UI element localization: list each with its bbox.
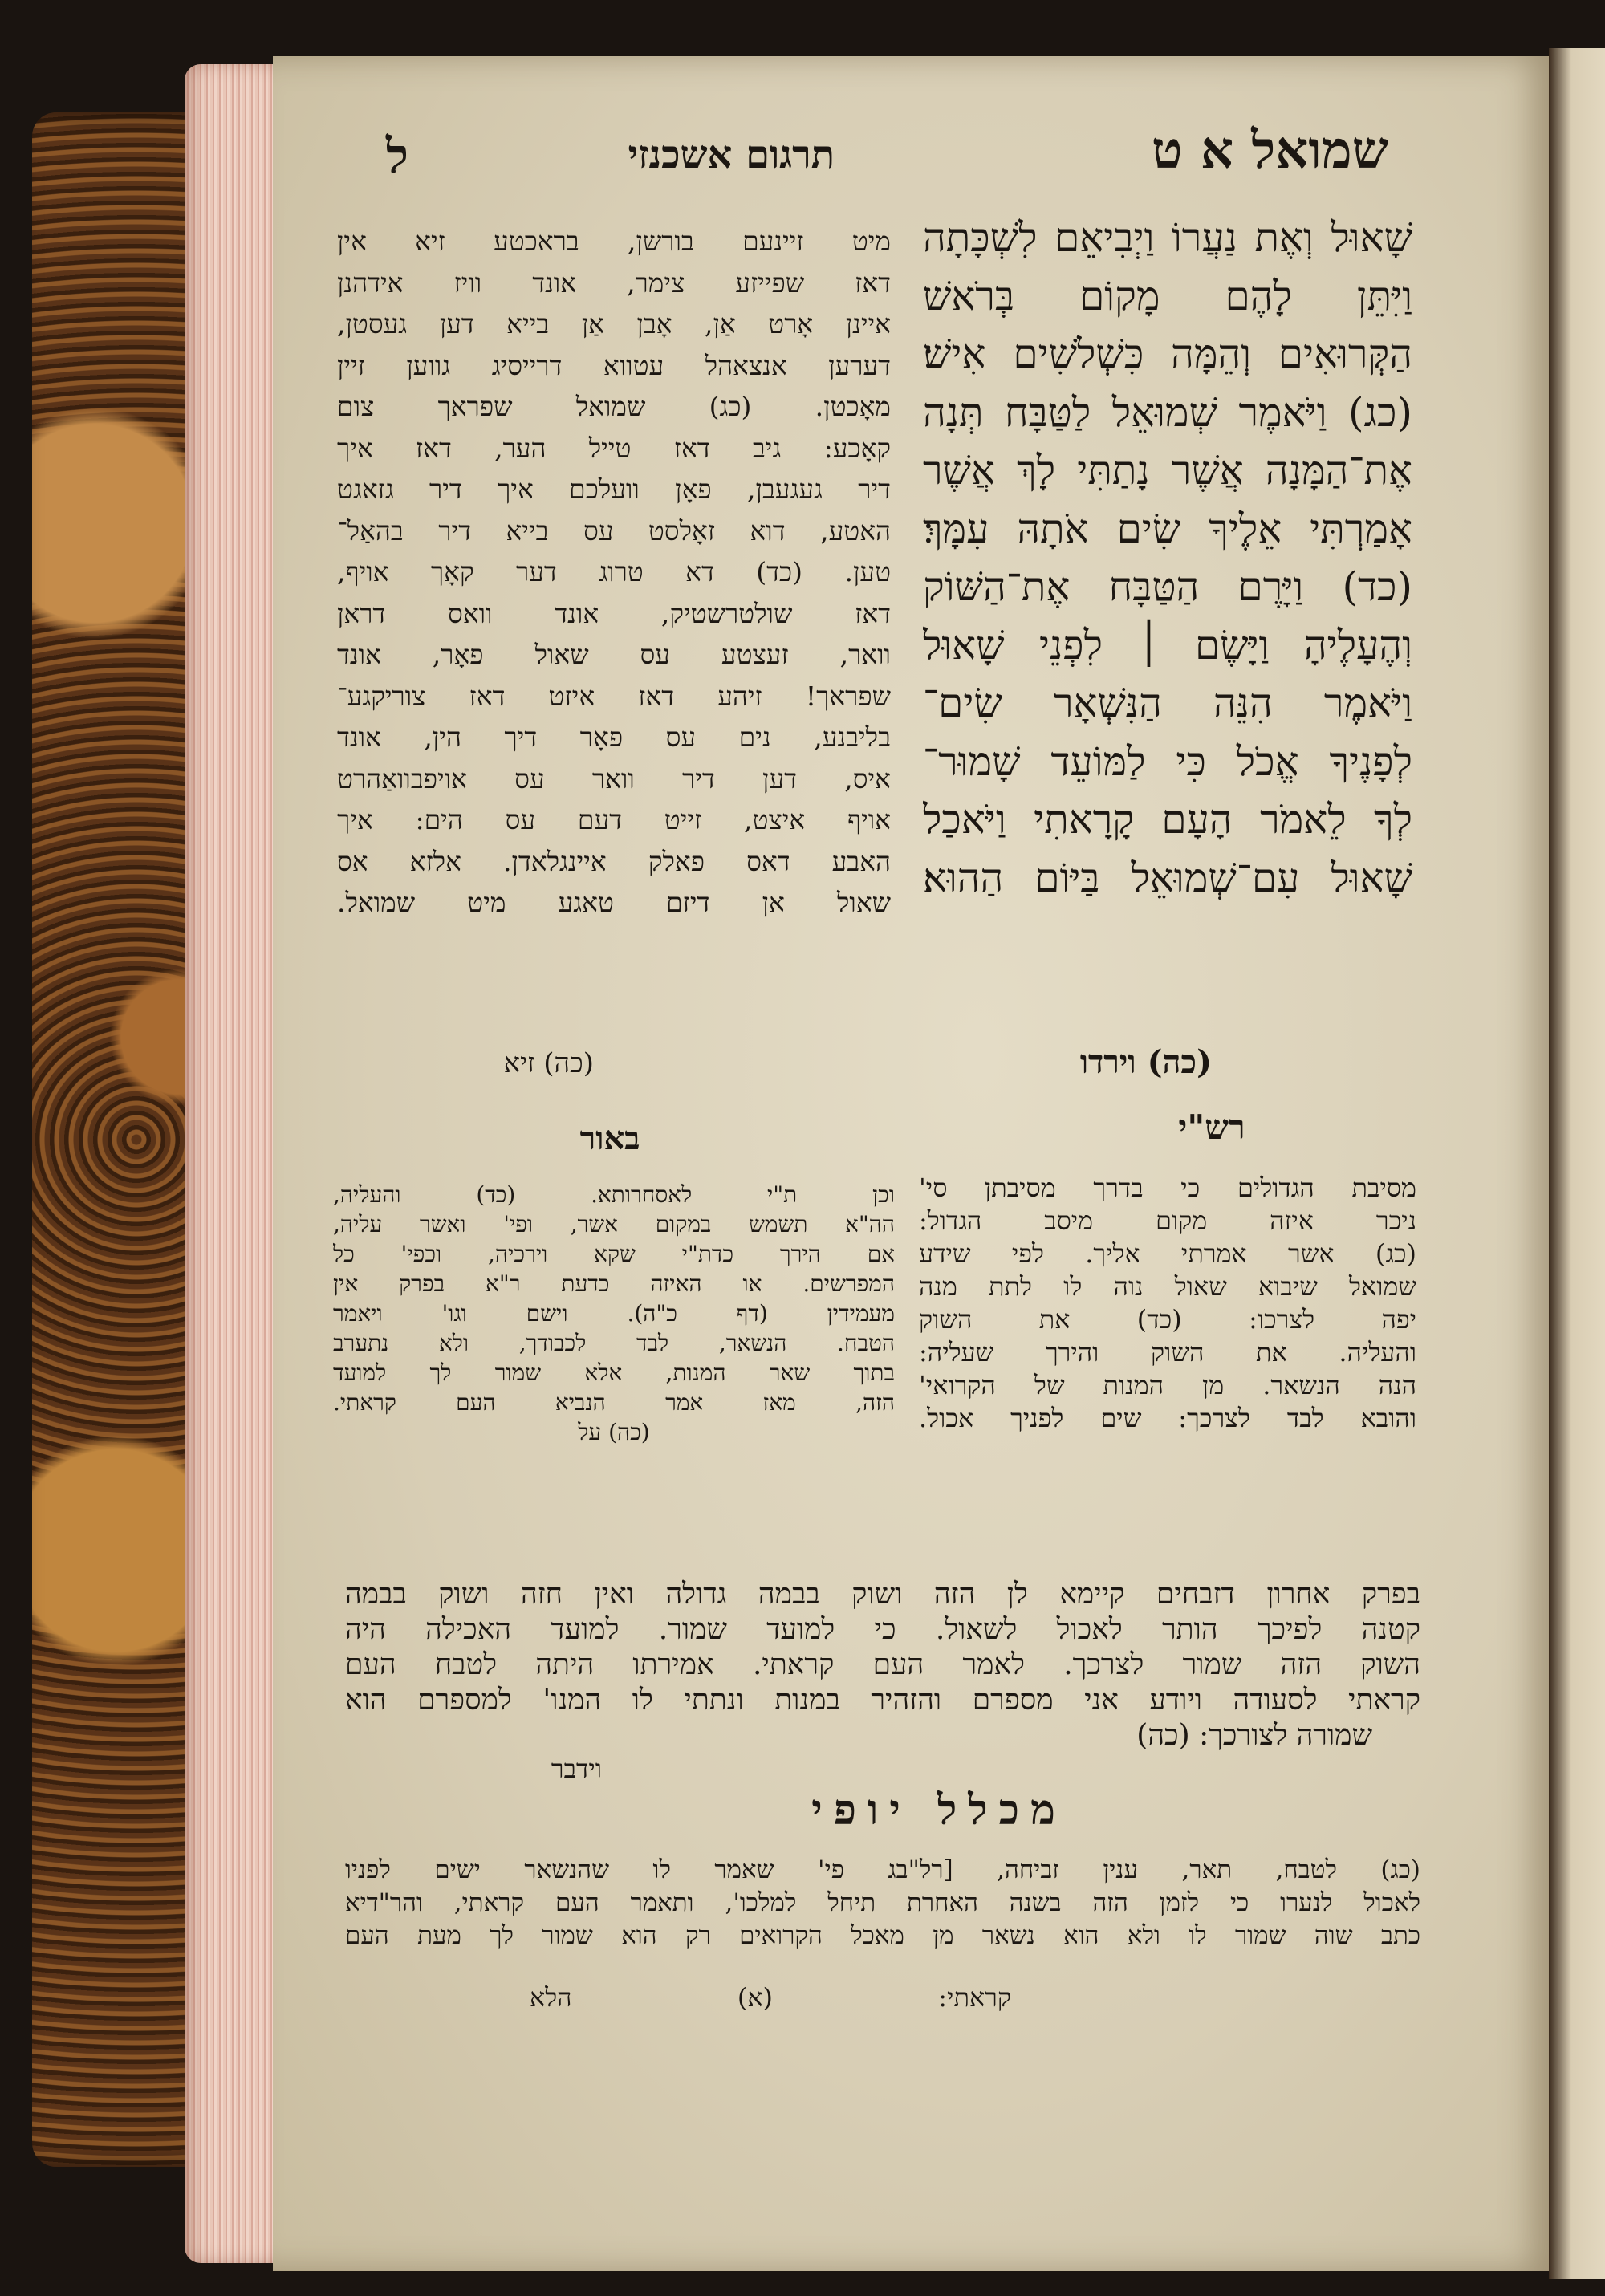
commentary-line: מסיבת הגדולים כי בדרך מסיבתן סי' bbox=[919, 1172, 1416, 1203]
commentary-line: בפרק אחרון דזבחים קיימא לן הזה ושוק בבמה גדולה ואין חזה ושוק בבמה bbox=[345, 1578, 1420, 1611]
commentary-line: (כג) לטבח, תאר, ענין זביחה, [רל"בג פי' שאמר לו שהנשאר ישים לפניו bbox=[345, 1855, 1420, 1884]
rashi-continuation bbox=[345, 1577, 1420, 1753]
verse-line: אֶת־הַמָּנָה אֲשֶׁר נָתַתִּי לָךְ אֲשֶׁר bbox=[923, 447, 1412, 494]
verse-line: וַיִּתֵּן לָהֶם מָקוֹם בְּרֹאשׁ bbox=[923, 272, 1412, 319]
verse-line: הַקְּרוּאִים וְהֵמָּה כִּשְׁלֹשִׁים אִישׁ׃ bbox=[923, 331, 1412, 377]
verse-line: לְךָ לֵאמֹר הָעָם קָרָאתִי וַיֹּאכַל bbox=[923, 796, 1412, 843]
verse-line: לְפָנֶיךָ אֱכֹל כִּי לַמּוֹעֵד שָׁמוּר־ bbox=[923, 738, 1412, 785]
verse-line: (כד) וַיָּרֶם הַטַּבָּח אֶת־הַשּׁוֹק bbox=[923, 563, 1412, 610]
commentary-line: הטבח. הנשאר, לבד לכבודך, ולא נתערב bbox=[333, 1330, 895, 1356]
commentary-line: (כג) אשר אמרתי אליך. לפי שידע bbox=[919, 1238, 1416, 1269]
yiddish-translation-column bbox=[337, 221, 891, 924]
commentary-line: שמורה לצורכך: (כה) bbox=[1136, 1719, 1372, 1752]
michlal-catchword-line: קראתי: (א) הלא bbox=[530, 1982, 1011, 2013]
translation-line: טען. (כד) דא טרוג דער קאָך אויף, bbox=[337, 556, 891, 587]
commentary-line: הנה הנשאר. מן המנות של הקרואי' bbox=[919, 1370, 1416, 1400]
translation-line: שאול אן דיזם טאגע מיט שמואל. bbox=[337, 887, 891, 918]
commentary-line: קטנה לפיכך הותר לאכול לשאול. כי למועד שמור. למועד האכילה היה bbox=[345, 1613, 1420, 1646]
verse-line: אָמַרְתִּי אֵלֶיךָ שִׂים אֹתָהּ עִמָּךְ׃ bbox=[923, 505, 1412, 552]
commentary-line: שמואל שיבוא שאול נוה לו לתת מנה bbox=[919, 1271, 1416, 1302]
michlal-yofi-header: מכלל יופי bbox=[811, 1786, 1067, 1835]
verse-column bbox=[923, 209, 1412, 907]
translation-line: קאָכע: גיב דאז טייל הער, דאז איך bbox=[337, 432, 891, 464]
translation-catchword: (כה) זיא bbox=[503, 1047, 594, 1079]
translation-line: דאז שפייזע צימר, אונד וויז אידהנן bbox=[337, 266, 891, 299]
commentary-line: (כה) על bbox=[578, 1419, 650, 1445]
rashi-header: רש"י bbox=[1178, 1107, 1245, 1147]
commentary-line: המפרשים. או האיזה כדעת ר"א בפרק אין bbox=[333, 1270, 895, 1297]
facing-page-edge bbox=[1549, 48, 1605, 2279]
verse-line: (כג) וַיֹּאמֶר שְׁמוּאֵל לַטַּבָּח תְּנָה bbox=[923, 388, 1412, 436]
running-head-targum-title: תרגום אשכנזי bbox=[628, 132, 835, 177]
rashi-commentary-column bbox=[919, 1172, 1416, 1435]
verse-line: שָׁאוּל עִם־שְׁמוּאֵל בַּיּוֹם הַהוּא׃ bbox=[923, 854, 1412, 901]
translation-line: דאז שולטרשטיק, אונד וואס דראן bbox=[337, 597, 891, 629]
commentary-line: ניכר איזה מקום מיסב הגדול: bbox=[919, 1205, 1416, 1236]
commentary-line: והעליה. את השוק והירך שעליה: bbox=[919, 1337, 1416, 1367]
translation-line: בליבנע, נים עס פאָר דיך הין, אונד bbox=[337, 721, 891, 753]
commentary-line: והובא לבד לצרכך: שים לפניך אכול. bbox=[919, 1403, 1416, 1433]
commentary-line: הזה, מאז אמר הנביא העם קראתי. bbox=[333, 1389, 895, 1416]
commentary-line: וכן ת"י לאסחרותא. (כד) והעליה, bbox=[333, 1181, 895, 1208]
translation-line: מיט זיינעם בורשן, בראכטע זיא אין bbox=[337, 226, 891, 257]
translation-line: מאָכטן. (כג) שמואל שפראך צום bbox=[337, 391, 891, 422]
commentary-line: בתוך שאר המנות, אלא שמור לך למועד bbox=[333, 1359, 895, 1386]
folio-number: ל bbox=[385, 128, 409, 185]
commentary-line: כתב שוה שמור לו ולא הוא נשאר מן מאכל הקרואים רק הוא שמור לך מעת העם bbox=[345, 1921, 1420, 1950]
commentary-line: לאכול לנערו כי לזמן הזה בשנה האחרת תיחל למלכו', ותאמר העם קראתי, והר"דיא bbox=[345, 1888, 1420, 1917]
translation-line: וואר, זעצטע עס שאול פאָר, אונד bbox=[337, 639, 891, 670]
running-head-book-title: שמואל א ט bbox=[1152, 120, 1388, 181]
commentary-line: מעמידין (דף כ"ה). וישם וגו' ויאמר bbox=[333, 1300, 895, 1327]
translation-line: דיר געגעבן, פאָן וועלכם איך דיר גזאגט bbox=[337, 473, 891, 505]
translation-line: איס, דען דיר וואר עס אויפבוואַהרט bbox=[337, 762, 891, 794]
translation-line: האבע דאס פאלק איינגלאדן. אלזא אס bbox=[337, 845, 891, 877]
michlal-yofi-commentary bbox=[345, 1854, 1420, 1953]
commentary-line: השוק הזה שמור לצרכך. לאמר העם קראתי. אמירתו היתה לטבח העם bbox=[345, 1648, 1420, 1681]
rashi-catchword: וידבר bbox=[551, 1753, 602, 1784]
biur-header: באור bbox=[579, 1120, 640, 1157]
verse-line: שָׁאוּל וְאֶת נַעֲרוֹ וַיְבִיאֵם לִשְׁכָּתָה bbox=[923, 214, 1412, 261]
translation-line: שפראך! זיהע דאז איזט דאז צוריקגע־ bbox=[337, 680, 891, 712]
biur-commentary-column bbox=[333, 1180, 895, 1447]
commentary-line: יפה לצרכו: (כד) את השוק bbox=[919, 1304, 1416, 1335]
translation-line: האטע, דוא זאָלסט עס בייא דיר בהאַל־ bbox=[337, 514, 891, 547]
commentary-line: הה"א תשמש במקום אשר, ופי' ואשר עליה, bbox=[333, 1211, 895, 1237]
verse-line: וַיֹּאמֶר הִנֵּה הַנִּשְׁאָר שִׂים־ bbox=[923, 680, 1412, 726]
translation-line: אויף איצט, זייט דעם עס הים: איך bbox=[337, 804, 891, 835]
verse-line: וְהֶעָלֶיהָ וַיָּשֶׂם ׀ לִפְנֵי שָׁאוּל bbox=[923, 621, 1412, 668]
commentary-line: אם הירך כדת"י שקא וירכיה, וכפי' כל bbox=[333, 1241, 895, 1267]
verse-catchword: (כה) וירדו bbox=[1079, 1043, 1212, 1081]
commentary-line: קראתי לסעודה ויודע אני מספרם והזהיר במנות ונתתי לו המנו' למספרם הוא bbox=[345, 1684, 1420, 1717]
translation-line: דערען אנצאהל עטווא דרייסיג גווען זיין bbox=[337, 349, 891, 381]
translation-line: איינן אָרט אַן, אָבן אַן בייא דען געסטן, bbox=[337, 308, 891, 339]
